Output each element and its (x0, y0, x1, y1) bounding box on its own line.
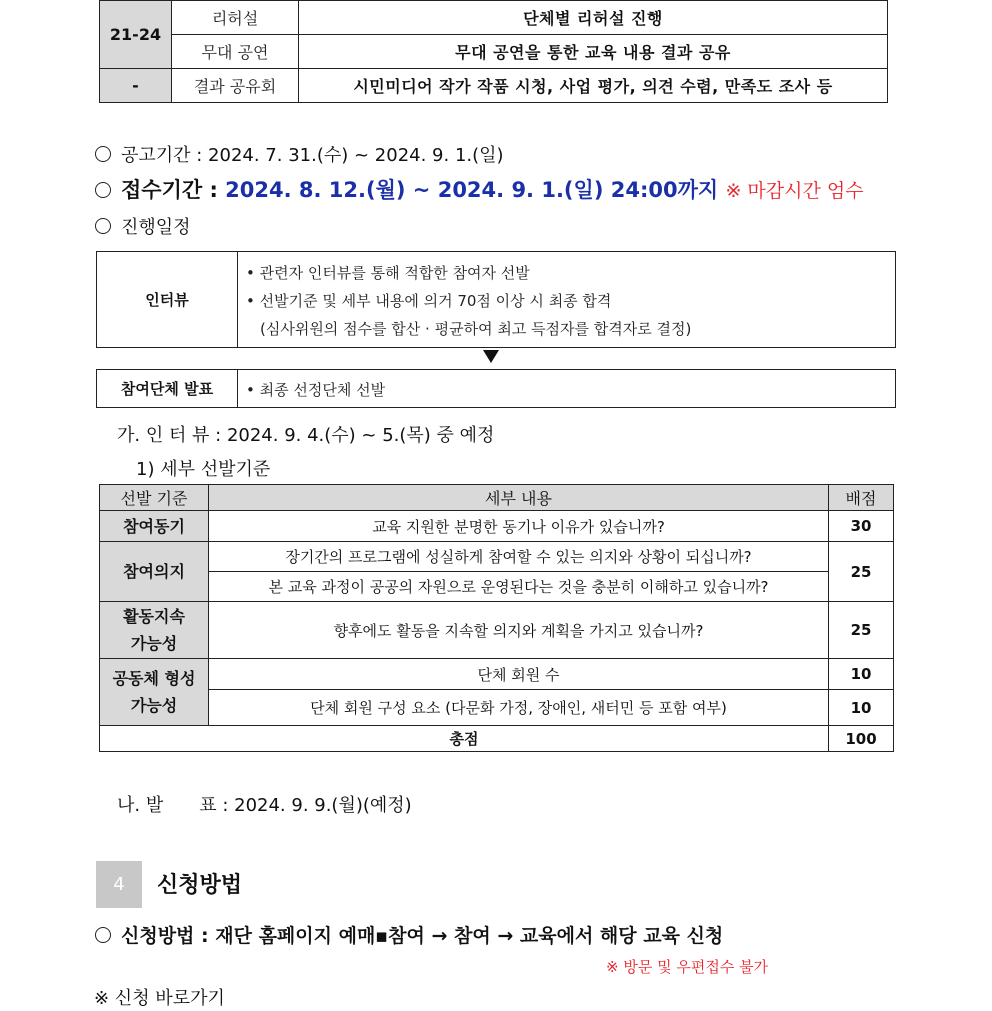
receipt-note: ※ 마감시간 엄수 (725, 180, 864, 202)
content-cell: 단체 회원 수 (209, 659, 829, 690)
apply-note: ※ 방문 및 우편접수 불가 (606, 958, 769, 976)
header-cell: 세부 내용 (209, 485, 829, 511)
criteria-title: 1) 세부 선발기준 (136, 459, 271, 480)
interview-line: • 관련자 인터뷰를 통해 적합한 참여자 선발 (246, 264, 530, 282)
announcement-date: 나. 발 표 : 2024. 9. 9.(월)(예정) (117, 795, 412, 816)
receipt-label: 접수기간 : (121, 178, 218, 202)
detail-cell: 단체별 리허설 진행 (299, 1, 888, 35)
notice-period: 공고기간 : 2024. 7. 31.(수) ~ 2024. 9. 1.(일) (95, 141, 504, 167)
detail-cell: 시민미디어 작가 작품 시청, 사업 평가, 의견 수렴, 만족도 조사 등 (299, 69, 888, 103)
interview-line: • 선발기준 및 세부 내용에 의거 70점 이상 시 최종 합격 (246, 292, 612, 310)
points-cell: 10 (829, 690, 894, 726)
content-cell: 교육 지원한 분명한 동기나 이유가 있습니까? (209, 511, 829, 542)
schedule-table (99, 0, 888, 103)
points-cell: 25 (829, 602, 894, 659)
stage-cell: 결과 공유회 (172, 69, 299, 103)
stage-cell: 무대 공연 (172, 35, 299, 69)
receipt-dates: 2024. 8. 12.(월) ~ 2024. 9. 1.(일) 24:00까지 (225, 178, 719, 202)
detail-cell: 무대 공연을 통한 교육 내용 결과 공유 (299, 35, 888, 69)
points-cell: 30 (829, 511, 894, 542)
circle-bullet-icon (95, 218, 111, 234)
circle-bullet-icon (95, 927, 111, 943)
content-cell: 본 교육 과정이 공공의 자원으로 운영된다는 것을 충분히 이해하고 있습니까? (209, 572, 829, 602)
interview-body (246, 252, 895, 347)
apply-method: 신청방법 : 재단 홈페이지 예매▪참여 → 참여 → 교육에서 해당 교육 신청 (95, 921, 723, 948)
total-label: 총점 (100, 726, 829, 752)
notice-progress: 진행일정 (95, 213, 191, 239)
section-number: 4 (96, 861, 142, 908)
circle-bullet-icon (95, 146, 111, 162)
points-cell: 25 (829, 542, 894, 602)
total-points: 100 (829, 726, 894, 752)
points-cell: 10 (829, 659, 894, 690)
circle-bullet-icon (95, 182, 111, 198)
header-cell: 배점 (829, 485, 894, 511)
interview-label: 인터뷰 (97, 252, 238, 347)
notice-receipt (95, 174, 864, 204)
announce-body (246, 370, 895, 407)
down-arrow-icon (483, 350, 499, 363)
category-cell: 참여동기 (100, 511, 209, 542)
period-cell: 21-24 (100, 1, 172, 69)
announce-box (96, 369, 896, 408)
interview-date: 가. 인 터 뷰 : 2024. 9. 4.(수) ~ 5.(목) 중 예정 (117, 425, 495, 446)
interview-line: (심사위원의 점수를 합산 · 평균하여 최고 득점자를 합격자로 결정) (260, 320, 692, 338)
category-cell: 활동지속 가능성 (100, 602, 209, 659)
header-cell: 선발 기준 (100, 485, 209, 511)
period-cell: - (100, 69, 172, 103)
announce-line: • 최종 선정단체 선발 (246, 381, 386, 399)
category-cell: 공동체 형성 가능성 (100, 659, 209, 726)
category-cell: 참여의지 (100, 542, 209, 602)
announce-label: 참여단체 발표 (97, 370, 238, 407)
content-cell: 단체 회원 구성 요소 (다문화 가정, 장애인, 새터민 등 포함 여부) (209, 690, 829, 726)
interview-box (96, 251, 896, 348)
criteria-table (99, 484, 894, 752)
apply-shortcut-link[interactable]: ※ 신청 바로가기 (94, 988, 225, 1009)
section-title: 신청방법 (157, 873, 243, 898)
content-cell: 향후에도 활동을 지속할 의지와 계획을 가지고 있습니까? (209, 602, 829, 659)
stage-cell: 리허설 (172, 1, 299, 35)
content-cell: 장기간의 프로그램에 성실하게 참여할 수 있는 의지와 상황이 되십니까? (209, 542, 829, 572)
